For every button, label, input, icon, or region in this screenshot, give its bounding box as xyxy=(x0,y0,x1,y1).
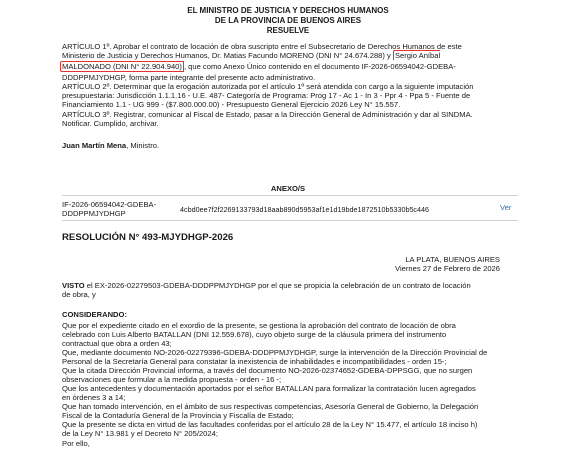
minister-name: Juan Martín Mena xyxy=(62,141,127,150)
art1-line-2 xyxy=(62,51,440,60)
anexo-hash: 4cbd0ee7f2f2269133793d18aab890d5953af1e1d19bde1872510b5330b5c446 xyxy=(180,205,430,214)
anexo-doc-id-1: IF-2026-06594042-GDEBA- xyxy=(62,200,157,209)
art1-line-2-text: Ministerio de Justicia y Derechos Humanos, Dr. Matias Facundo MORENO (DNI N° 24.674.288) y xyxy=(62,51,391,60)
considerando-title: CONSIDERANDO: xyxy=(62,310,127,319)
signature xyxy=(62,141,159,150)
considerando-line: Personal de la Secretaría General para constatar la inexistencia de inhabilidades e incompatibilidades - orden 15-; xyxy=(62,357,447,366)
highlighted-name: Sergio Aníbal xyxy=(394,51,441,60)
considerando-line: Que los antecedentes y documentación aportados por el señor BATALLAN para formalizar la contratación lucen agregados xyxy=(62,384,476,393)
considerando-line: Que, mediante documento NO-2026-02279396-GDEBA-DDDPPMJYDHGP, surge la intervención de la Dirección Provincial de xyxy=(62,348,488,357)
art2-line-1: ARTÍCULO 2º. Determinar que la erogación autorizada por el artículo 1º será atendida con cargo a la siguiente imputación xyxy=(62,82,474,91)
art1-line-3-text: , que como Anexo Único contenido en el documento IF-2026-06594042-GDEBA- xyxy=(183,62,456,71)
header-line-1: EL MINISTRO DE JUSTICIA Y DERECHOS HUMANOS xyxy=(187,6,389,15)
anexo-divider-bottom xyxy=(62,220,518,221)
resolucion-date: Viernes 27 de Febrero de 2026 xyxy=(395,264,500,273)
considerando-line: en órdenes 3 a 14; xyxy=(62,393,126,402)
art1-line-3 xyxy=(60,62,456,71)
resolucion-place: LA PLATA, BUENOS AIRES xyxy=(405,255,500,264)
considerando-line: Por ello, xyxy=(62,439,90,448)
considerando-line: Fiscal de la Contaduría General de la Provincia y Fiscalía de Estado; xyxy=(62,411,294,420)
art1-line-1: ARTÍCULO 1º. Aprobar el contrato de locación de obra suscripto entre el Subsecretario de Derechos Humanos de este xyxy=(62,42,462,51)
art3-line-2: Notificar. Cumplido, archivar. xyxy=(62,119,159,128)
header-line-3: RESUELVE xyxy=(266,26,310,35)
considerando-line: Que la presente se dicta en virtud de las facultades conferidas por el artículo 28 de la Ley N° 15.477, el artículo 18 inciso h) xyxy=(62,420,478,429)
resolucion-title: RESOLUCIÓN N° 493-MJYDHGP-2026 xyxy=(62,232,234,243)
considerando-line: observaciones que formular a la medida propuesta - orden - 16 -; xyxy=(62,375,282,384)
anexo-title: ANEXO/S xyxy=(270,184,306,193)
considerando-line: Que la citada Dirección Provincial informa, a través del documento NO-2026-02374652-GDEBA-DPPSGG, que no surgen xyxy=(62,366,473,375)
visto-line-1 xyxy=(62,281,471,290)
minister-role: , Ministro. xyxy=(126,141,160,150)
art3-line-1: ARTÍCULO 3º. Registrar, comunicar al Fiscal de Estado, pasar a la Dirección General de Administración y dar al SINDMA. xyxy=(62,110,473,119)
considerando-line: contractual que obra a orden 43; xyxy=(62,339,172,348)
highlighted-dni: MALDONADO (DNI N° 22.904.940) xyxy=(62,62,182,71)
visto-line-2: de obra, y xyxy=(62,290,96,299)
considerando-line: celebrado con Luis Alberto BATALLAN (DNI 12.559.678), cuyo objeto surge de la cláusula primera del instrumento xyxy=(62,330,447,339)
art1-line-4: DDDPPMJYDHGP, forma parte integrante del presente acto administrativo. xyxy=(62,73,316,82)
anexo-divider-top xyxy=(62,195,518,196)
considerando-line: de la Ley N° 13.981 y el Decreto N° 205/2024; xyxy=(62,429,218,438)
visto-text: el EX-2026-02279503-GDEBA-DDDPPMJYDHGP por el que se propicia la celebración de un contrato de locación xyxy=(84,281,471,290)
art2-line-2: presupuestaria: Jurisdicción 1.1.1.16 - U.E. 487- Categoría de Programa: Prog 17 - Ac 1 - In 3 - Ppr 4 - Ppa 5 - Fuente de xyxy=(62,91,471,100)
visto-label: VISTO xyxy=(62,281,85,290)
art2-line-3: Financiamiento 1.1 - UG 999 - ($7.800.000.00) - Presupuesto General Ejercicio 2026 Ley N° 15.557. xyxy=(62,100,401,109)
considerando-line: Que han tomado intervención, en el ámbito de sus respectivas competencias, Asesoría General de Gobierno, la Delegación xyxy=(62,402,479,411)
considerando-line: Que por el expediente citado en el exordio de la presente, se gestiona la aprobación del contrato de locación de obra xyxy=(62,321,456,330)
header-line-2: DE LA PROVINCIA DE BUENOS AIRES xyxy=(214,16,362,25)
anexo-doc-id-2: DDDPPMJYDHGP xyxy=(62,209,126,218)
anexo-ver-link[interactable]: Ver xyxy=(500,203,512,212)
